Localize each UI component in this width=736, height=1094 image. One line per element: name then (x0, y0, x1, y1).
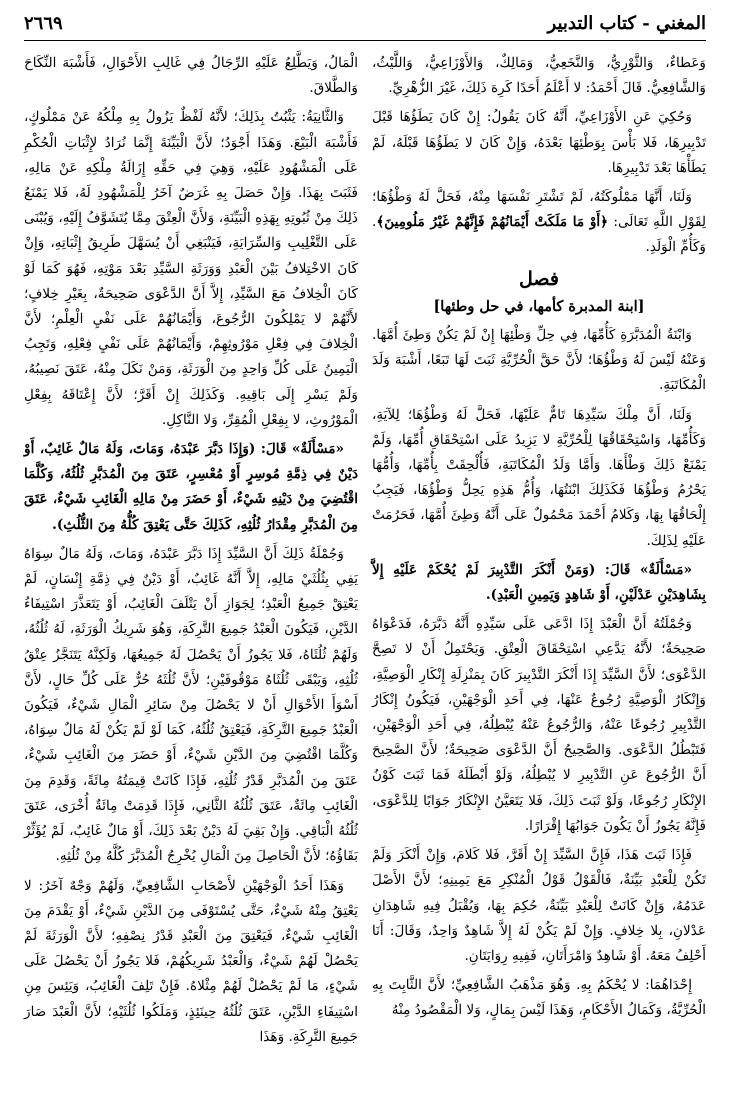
paragraph: وَجُمْلَةُ ذَلِكَ أَنَّ السَّيِّدَ إِذَا دَبَّرَ عَبْدَهُ، وَمَاتَ، وَلَهُ مَالٌ سِوَاهُ يَفِي بِثُلُثَيْ مَالِهِ، إِلاَّ أَنَّهُ غَائِبٌ، أَوْ دَيْنٌ فِي ذِمَّةِ إِنْسَانٍ، لَمْ يَعْتِقْ جَمِيعُ الْعَبْدِ؛ لِجَوَازِ أَنْ يَتْلَفَ الْغَائِبُ، أَوْ يَتَعَذَّرَ اسْتِيفَاءُ الدَّيْنِ، فَيَكُونَ الْعَبْدُ جَمِيعَ التَّرِكَةِ، وَهُوَ شَرِيكُ الْوَرَثَةِ، لَهُ ثُلُثُهُ، وَلَهُمْ ثُلُثَاهُ، فَلا يَجُوزُ أَنْ يَحْصُلَ لَهُ جَمِيعُهَا، وَلَكِنَّهُ يَتَنَجَّزُ عِتْقُ ثُلُثِهِ، وَيَبْقَى ثُلُثَاهُ مَوْقُوفَيْنِ؛ لأَنَّ ثُلُثَهُ حُرٌّ عَلَى كُلِّ حَالٍ، لأَنَّ أَسْوَأَ الأَحْوَالِ أَنْ لا يَحْصُلَ مِنْ سَائِرِ الْمَالِ شَيْءٌ، فَيَكُونَ الْعَبْدُ جَمِيعَ التَّرِكَةِ، فَيَعْتِقُ ثُلُثُهُ، كَمَا لَوْ لَمْ يَكُنْ لَهُ مَالٌ سِوَاهُ، وَكُلَّمَا اقْتُضِيَ مِنَ الدَّيْنِ شَيْءٌ، أَوْ حَضَرَ مِنَ الْغَائِبِ شَيْءٌ، عَتَقَ مِنَ الْمُدَبَّرِ قَدْرُ ثُلُثِهِ، فَإِذَا كَانَتْ قِيمَتُهُ مِائَةً، وَقَدِمَ مِنَ الْغَائِبِ مِائَةٌ، عَتَقَ ثُلُثُهُ الثَّانِي، فَإِذَا قَدِمَتْ مِائَةٌ أُخْرَى، عَتَقَ ثُلُثُهُ الْبَاقِي. وَإِنْ بَقِيَ لَهُ دَيْنٌ بَعْدَ ذَلِكَ، أَوْ مَالٌ غَائِبٌ، لَمْ يُؤَثِّرْ بَقَاؤُهُ؛ لأَنَّ الْحَاصِلَ مِنَ الْمَالِ يُخْرِجُ الْمُدَبَّرَ كُلَّهُ مِنْ ثُلُثِهِ. (24, 545, 358, 865)
paragraph-text: . وَكَأُمِّ الْوَلَدِ. (372, 214, 706, 256)
paragraph: وَهَذَا أَحَدُ الْوَجْهَيْنِ لأَصْحَابِ الشَّافِعِيِّ، وَلَهُمْ وَجْهٌ آخَرُ: لا يَعْتِقُ مِنْهُ شَيْءٌ، حَتَّى يُسْتَوْفَى مِنَ الدَّيْنِ شَيْءٌ، أَوْ يَقْدَمَ مِنَ الْغَائِبِ شَيْءٌ، فَيَعْتِقَ مِنَ الْعَبْدِ قَدْرُ نِصْفِهِ؛ لأَنَّ الْوَرَثَةَ لَمْ يَحْصُلْ لَهُمْ شَيْءٌ، وَالْعَبْدُ شَرِيكُهُمْ، فَلا يَجُوزُ أَنْ يَحْصُلَ عَلَى شَيْءٍ، مَا لَمْ يَحْصُلْ لَهُمْ مِثْلاهُ. فَإِنْ تَلِفَ الْغَائِبُ، وَيَئِسَ مِنِ اسْتِيفَاءِ الدَّيْنِ، عَتَقَ ثُلُثُهُ حِينَئِذٍ، وَمَلَكُوا ثُلُثَيْهِ؛ لأَنَّ الْعَبْدَ صَارَ جَمِيعَ التَّرِكَةِ. وَهَذَا (24, 877, 358, 1045)
paragraph: وَحُكِيَ عَنِ الأَوْزَاعِيِّ، أَنَّهُ كَانَ يَقُولُ: إِنْ كَانَ يَطَؤُهَا قَبْلَ تَدْبِيرِهَا، فَلا بَأْسَ بِوَطْئِهَا بَعْدَهُ، وَإِنْ كَانَ لا يَطَؤُهَا قَبْلَهُ، لَمْ يَطَأْهَا بَعْدَ تَدْبِيرِهَا. (372, 109, 706, 176)
running-header (24, 6, 706, 41)
section-subtitle: [ابنة المدبرة كأمها، في حل وطئها] (433, 297, 645, 315)
quran-verse: ﴿أَوْ مَا مَلَكَتْ أَيْمَانُهُمْ فَإِنَّهُمْ غَيْرُ مَلُومِينَ﴾ (376, 214, 609, 231)
masala-paragraph (372, 558, 706, 608)
paragraph: وَعَطاءٌ، وَالثَّوْرِيُّ، وَالنَّخَعِيُّ، وَمَالِكٌ، وَالأَوْزَاعِيُّ، وَاللَّيْثُ، وَالشَّافِعِيُّ. قَالَ أَحْمَدُ: لا أَعْلَمُ أَحَدًا كَرِهَ ذَلِكَ، غَيْرَ الزُّهْرِيِّ. (372, 55, 706, 97)
page-number: ٢٦٦٩ (24, 12, 63, 34)
right-column (372, 51, 706, 1054)
paragraph-text: وَلَنَا، أَنَّهَا مَمْلُوكَتُهُ، لَمْ تَشْتَرِ نَفْسَهَا مِنْهُ، فَحَلَّ لَهُ وَطْؤُهَا؛ لِقَوْلِ اللَّهِ تَعَالَى: (372, 189, 706, 231)
masala-text: (وَإِذَا دَبَّرَ عَبْدَهُ، وَمَاتَ، وَلَهُ مَالٌ غَائِبٌ، أَوْ دَيْنٌ فِي ذِمَّةِ مُوسِرٍ أَوْ مُعْسِرٍ، عَتَقَ مِنَ الْمُدَبَّرِ ثُلُثُهُ، وَكُلَّمَا اقْتُضِيَ مِنْ دَيْنِهِ شَيْءٌ، أَوْ حَضَرَ مِنْ مَالِهِ الْغَائِبِ شَيْءٌ، عَتَقَ مِنَ الْمُدَبَّرِ مِقْدَارُ ثُلُثِهِ، كَذَلِكَ حَتَّى يَعْتِقَ كُلُّهُ مِنَ الثُّلُثِ). (24, 441, 358, 533)
left-column (24, 51, 358, 1054)
paragraph: الْمَالُ، وَيَطَّلِعُ عَلَيْهِ الرِّجَالُ فِي غَالِبِ الأَحْوَالِ، فَأَشْبَهَ النِّكَاحَ وَالطَّلاقَ. (24, 55, 358, 97)
masala-label: «مَسْأَلَةٌ» قَالَ: (604, 561, 692, 578)
masala-paragraph (24, 437, 358, 538)
paragraph: وَجُمْلَتُهُ أَنَّ الْعَبْدَ إِذَا ادَّعَى عَلَى سَيِّدِهِ أَنَّهُ دَبَّرَهُ، فَدَعْوَاهُ صَحِيحَةٌ؛ لأَنَّهُ يَدَّعِي اسْتِحْقَاقَ الْعِتْقِ. وَيَحْتَمِلُ أَنْ لا تَصِحَّ الدَّعْوَى؛ لأَنَّ السَّيِّدَ إِذَا أَنْكَرَ التَّدْبِيرَ كَانَ بِمَنْزِلَةِ إِنْكَارِ الْوَصِيَّةِ، وَإِنْكَارُ الْوَصِيَّةِ رُجُوعٌ عَنْهَا، فِي أَحَدِ الْوَجْهَيْنِ، فَيَكُونُ إِنْكَارُ التَّدْبِيرِ رُجُوعًا عَنْهُ، وَالرُّجُوعُ عَنْهُ يُبْطِلُهُ، فِي أَحَدِ الْوَجْهَيْنِ، فَتَبْطُلُ الدَّعْوَى. وَالصَّحِيحُ أَنَّ الدَّعْوَى صَحِيحَةٌ؛ لأَنَّ الصَّحِيحَ أَنَّ الرُّجُوعَ عَنِ التَّدْبِيرِ لا يُبْطِلُهُ، وَلَوْ أَبْطَلَهُ فَمَا ثَبَتَ كَوْنُ الإِنْكَارِ رُجُوعًا، وَلَوْ ثَبَتَ ذَلِكَ، فَلا يَتَعَيَّنُ الإِنْكَارُ جَوَابًا لِلدَّعْوَى، فَإِنَّهُ يَجُوزُ أَنْ يَكُونَ جَوَابُهَا إِقْرَارًا. (372, 616, 706, 834)
masala-text: (وَمَنْ أَنْكَرَ التَّدْبِيرَ لَمْ يُحْكَمْ عَلَيْهِ إِلاَّ بِشَاهِدَيْنِ عَدْلَيْنِ، أَوْ شَاهِدٍ وَيَمِينِ الْعَبْدِ). (372, 561, 706, 604)
paragraph: وَلَنَا، أَنَّ مِلْكَ سَيِّدِهَا تَامٌّ عَلَيْهَا، فَحَلَّ لَهُ وَطْؤُهَا؛ لِلآيَةِ، وَكَأُمِّهَا، وَاسْتِحْقَاقُهَا لِلْحُرِّيَّةِ لا يَزِيدُ عَلَى اسْتِحْقَاقِ أُمِّهَا، وَلَمْ يَمْنَعْ ذَلِكَ وَطْأَهَا. وَأَمَّا وَلَدُ الْمُكَاتَبَةِ، فَأُلْحِقَتْ بِأُمِّهَا، وَأُمُّهَا يَحْرُمُ وَطْؤُهَا فَكَذَلِكَ ابْنَتُهَا، وَأُمُّ هَذِهِ يَحِلُّ وَطْؤُهَا، فَيَجِبُ إِلْحَاقُهَا بِهَا، وَكَلامُ أَحْمَدَ مَحْمُولٌ عَلَى أَنَّهُ وَطِئَ أُمَّهَا، فَحَرُمَتْ عَلَيْهِ لِذَلِكَ. (372, 406, 706, 549)
paragraph: فَإِذَا ثَبَتَ هَذَا، فَإِنَّ السَّيِّدَ إِنْ أَقَرَّ، فَلا كَلامَ، وَإِنْ أَنْكَرَ وَلَمْ تَكُنْ لِلْعَبْدِ بَيِّنَةٌ، فَالْقَوْلُ قَوْلُ الْمُنْكِرِ مَعَ يَمِينِهِ؛ لأَنَّ الأَصْلَ عَدَمُهُ، وَإِنْ كَانَتْ لِلْعَبْدِ بَيِّنَةٌ، حُكِمَ بِهَا، وَيُقْبَلُ فِيهِ شَاهِدَانِ عَدْلانِ، بِلا خِلافٍ. وَإِنْ لَمْ يَكُنْ لَهُ إِلاَّ شَاهِدٌ وَاحِدٌ، وَقَالَ: أَنَا أَحْلِفُ مَعَهُ. أَوْ شَاهِدٌ وَامْرَأَتَانِ، فَفِيهِ رِوَايَتَانِ. (372, 847, 706, 964)
paragraph (372, 185, 706, 261)
paragraph: إِحْدَاهُمَا: لا يُحْكَمُ بِهِ. وَهُوَ مَذْهَبُ الشَّافِعِيِّ؛ لأَنَّ الثَّابِتَ بِهِ الْحُرِّيَّةُ، وَكَمَالُ الأَحْكَامِ، وَهَذَا لَيْسَ بِمَالٍ، وَلا الْمَقْصُودُ مِنْهُ (372, 977, 706, 1019)
text-columns (24, 51, 706, 1054)
paragraph: وَابْنَةُ الْمُدَبَّرَةِ كَأُمِّهَا، فِي حِلِّ وَطْئِهَا إِنْ لَمْ يَكُنْ وَطِئَ أُمَّهَا. وَعَنْهُ لَيْسَ لَهُ وَطْؤُهَا؛ لأَنَّ حَقَّ الْحُرِّيَّةِ ثَبَتَ لَهَا تَبَعًا، أَشْبَهَ وَلَدَ الْمُكَاتَبَةِ. (372, 327, 706, 394)
masala-label: «مَسْأَلَةٌ» قَالَ: (260, 441, 344, 458)
section-title: فصل (519, 267, 559, 290)
running-title: المغني - كتاب التدبير (547, 12, 706, 34)
paragraph: وَالثَّانِيَةُ: يَثْبُتُ بِذَلِكَ؛ لأَنَّهُ لَفْظٌ يَزُولُ بِهِ مِلْكُهُ عَنْ مَمْلُوكٍ، فَأَشْبَهَ الْبَيْعَ. وَهَذَا أَجْوَدُ؛ لأَنَّ الْبَيِّنَةَ إِنَّمَا نُرَادُ لإِثْبَاتِ الْحُكْمِ عَلَى الْمَشْهُودِ عَلَيْهِ، وَهِيَ فِي حَقِّهِ إِزَالَةُ مِلْكِهِ عَنْ مَالِهِ، فَثَبَتَ بِهَذَا. وَإِنْ حَصَلَ بِهِ غَرَضٌ آخَرُ لِلْمَشْهُودِ لَهُ، فَلا يَمْنَعُ ذَلِكَ مِنْ ثُبُوتِهِ بِهَذِهِ الْبَيِّنَةِ، وَلأَنَّ الْعِتْقَ مِمَّا يُتَشَوَّفُ إِلَيْهِ، وَيُبْنَى عَلَى التَّغْلِيبِ وَالسِّرَايَةِ، فَيَنْبَغِي أَنْ يُسَهَّلَ طَرِيقُ إِثْبَاتِهِ، وَإِنْ كَانَ الاخْتِلافُ بَيْنَ الْعَبْدِ وَوَرَثَةِ السَّيِّدِ بَعْدَ مَوْتِهِ، فَهُوَ كَمَا لَوْ كَانَ الْخِلافُ مَعَ السَّيِّدِ، إِلاَّ أَنَّ الدَّعْوَى صَحِيحَةٌ، بِغَيْرِ خِلافٍ؛ لأَنَّهُمْ لا يَمْلِكُونَ الرُّجُوعَ، وَأَيْمَانُهُمْ عَلَى نَفْيِ الْعِلْمِ؛ لأَنَّ الْخِلافَ فِي فِعْلِ مَوْرُوثِهِمْ، وَأَيْمَانُهُمْ عَلَى نَفْيِ فِعْلِهِ، وَتَجِبُ الْيَمِينُ عَلَى كُلِّ وَاحِدٍ مِنَ الْوَرَثَةِ، وَمَنْ نَكَلَ مِنْهُ، عَتَقَ نَصِيبُهُ، وَلَمْ يَسْرِ إِلَى بَاقِيهِ. وَكَذَلِكَ إِنْ أَقَرَّ؛ لأَنَّ إِعْتَاقَهُ بِفِعْلِ الْمَوْرُوثِ، لا بِفِعْلِ الْمُقِرِّ، وَلا النَّاكِلِ. (24, 109, 358, 428)
